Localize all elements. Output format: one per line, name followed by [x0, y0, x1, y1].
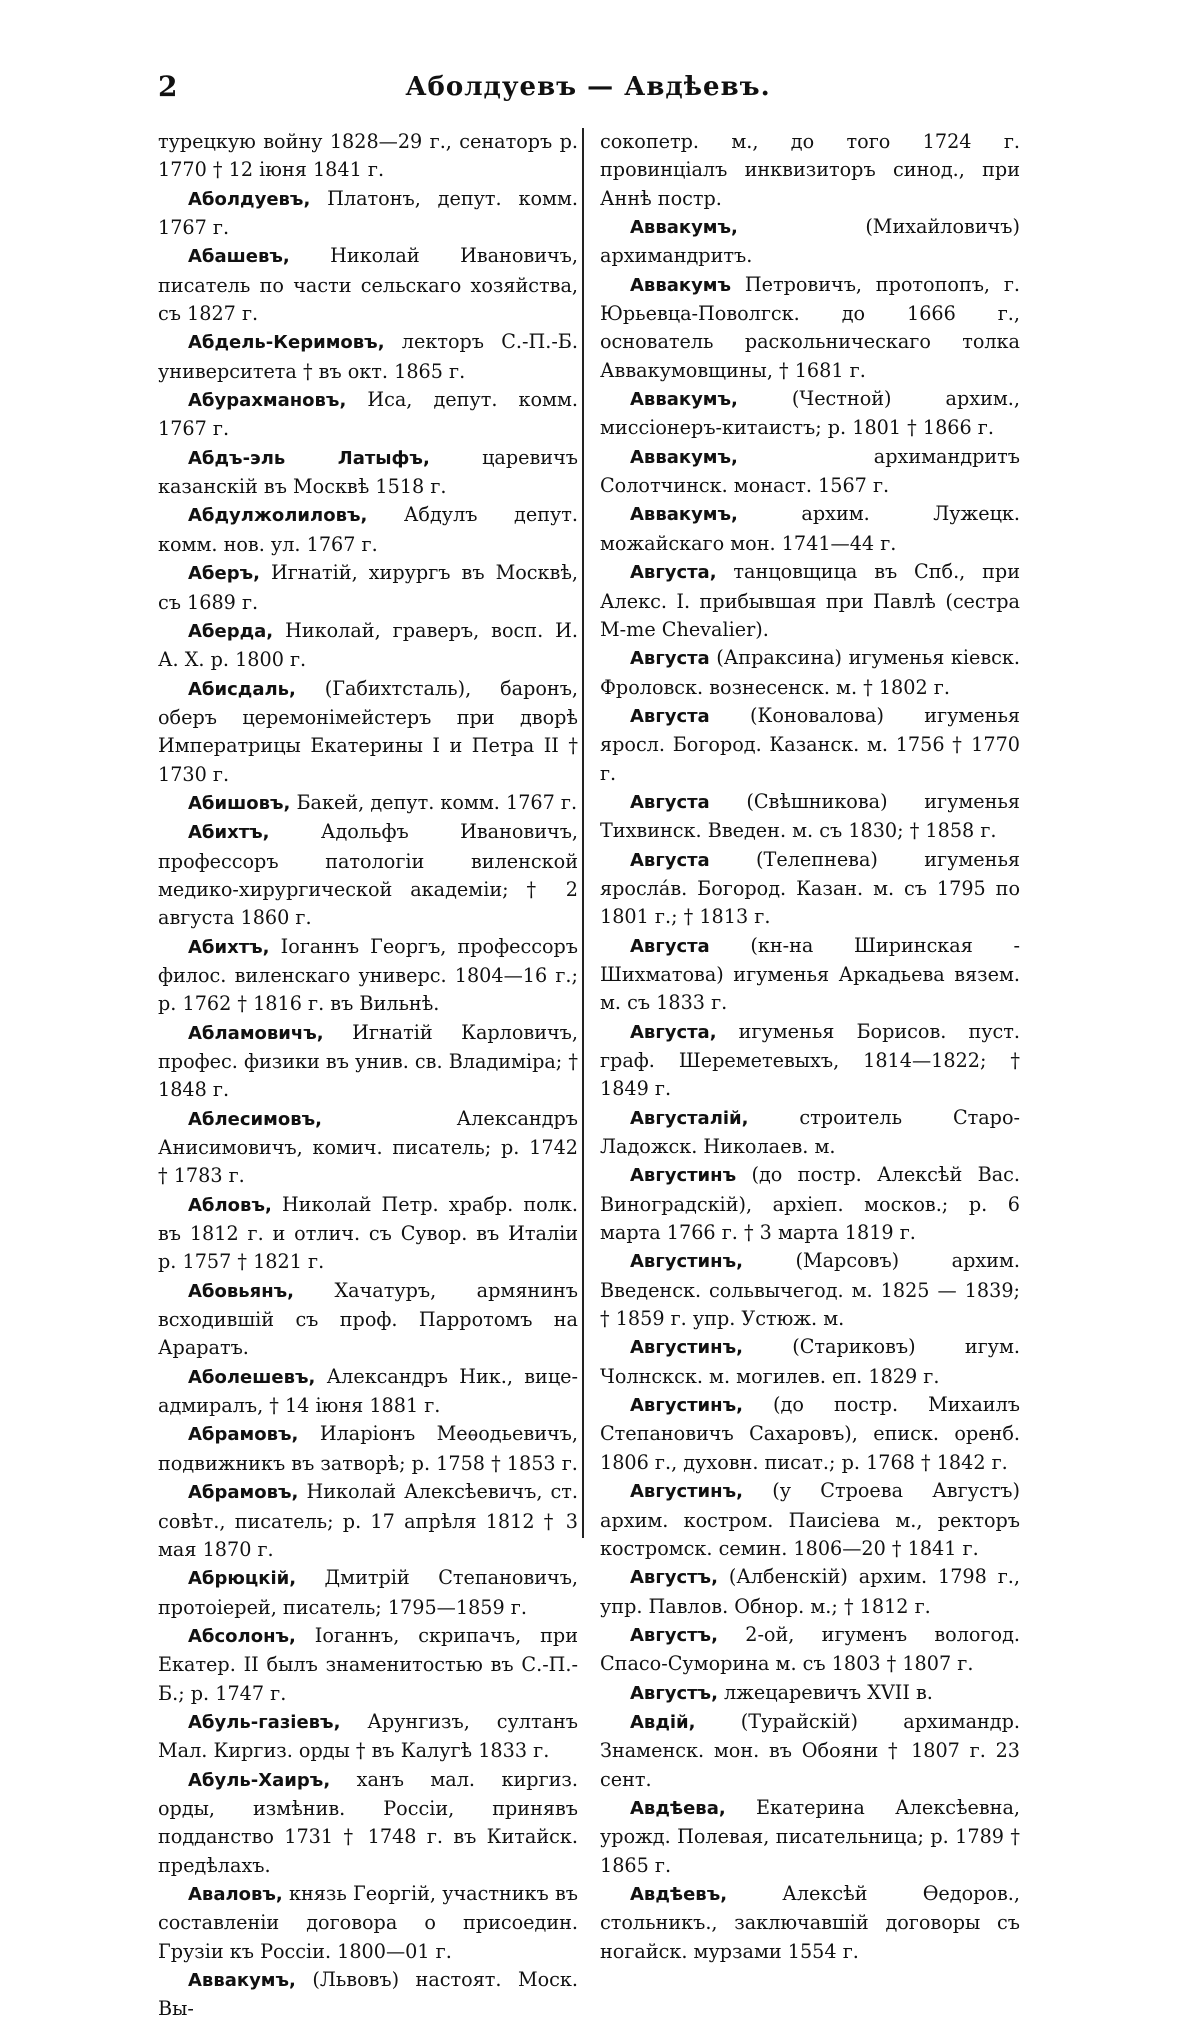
entry-text: (Михайловичъ) архимандритъ.: [600, 215, 1020, 268]
entry-headword: Августинъ: [630, 1165, 737, 1187]
dictionary-entry: [158, 328, 578, 386]
dictionary-entry: [600, 1477, 1020, 1563]
dictionary-entry: [158, 1622, 578, 1708]
entry-headword: Августа: [630, 705, 710, 727]
entry-text: Александръ Анисимовичъ, комич. писатель; р. 1742 † 1783 г.: [158, 1106, 578, 1188]
dictionary-entry: [158, 818, 578, 932]
dictionary-entry: [600, 1563, 1020, 1621]
dictionary-entry: [600, 1880, 1020, 1966]
dictionary-entry: [600, 1794, 1020, 1880]
dictionary-entry: [158, 1766, 578, 1880]
entry-text: (Албенскій) архим. 1798 г., упр. Павлов. Обнор. м.; † 1812 г.: [600, 1565, 1020, 1618]
entry-text: строитель Старо-Ладожск. Николаев. м.: [600, 1105, 1020, 1159]
entry-text: (Честной) архим., миссіонеръ-китаистъ; р. 1801 † 1866 г.: [600, 387, 1020, 440]
dictionary-entry: [600, 558, 1020, 644]
dictionary-entry: [158, 789, 578, 818]
entry-text: Петровичъ, протопопъ, г. Юрьевца-Поволгск. до 1666 г., основатель раскольническаго толка Аввакумовщины, † 1681 г.: [600, 272, 1020, 382]
dictionary-entry: [158, 128, 578, 185]
right-column: [600, 128, 1020, 1966]
running-head: Аболдуевъ — Авдѣевъ.: [405, 72, 771, 102]
dictionary-entry: [600, 1161, 1020, 1247]
column-divider: [582, 128, 584, 1538]
dictionary-entry: [600, 1621, 1020, 1679]
entry-headword: Абдъ-эль Латыфъ,: [188, 447, 430, 469]
dictionary-entry: [158, 242, 578, 328]
page-header: [158, 70, 1018, 110]
dictionary-entry: [600, 443, 1020, 501]
dictionary-entry: [158, 1564, 578, 1622]
dictionary-entry: [158, 617, 578, 675]
entry-headword: Августа: [630, 648, 710, 670]
entry-headword: Аввакумъ: [630, 274, 732, 296]
entry-text: Игнатій, хирургъ въ Москвѣ, съ 1689 г.: [158, 561, 578, 614]
entry-text: (Телепнева) игуменья яросла́в. Богород. Казан. м. съ 1795 по 1801 г.; † 1813 г.: [600, 847, 1020, 929]
dictionary-entry: [158, 501, 578, 559]
entry-text: Александръ Ник., вице-адмиралъ, † 14 іюня 1881 г.: [158, 1364, 578, 1418]
dictionary-entry: [158, 1019, 578, 1105]
entry-text: (Габихтсталь), баронъ, оберъ церемонімейстеръ при дворѣ Императрицы Екатерины I и Петра II † 1730 г.: [158, 676, 578, 786]
entry-text: Іоганнъ, скрипачъ, при Екатер. II былъ знаменитостью въ С.-П.-Б.; р. 1747 г.: [158, 1623, 578, 1705]
dictionary-entry: [600, 1018, 1020, 1104]
entry-headword: Августъ,: [630, 1624, 718, 1646]
entry-text: Алексѣй Ѳедоров., стольникъ., заключавшій договоры съ ногайск. мурзами 1554 г.: [600, 1881, 1020, 1963]
dictionary-entry: [600, 213, 1020, 271]
entry-text: царевичъ казанскій въ Москвѣ 1518 г.: [158, 445, 578, 499]
entry-text: архимандритъ Солотчинск. монаст. 1567 г.: [600, 444, 1020, 498]
entry-headword: Аболешевъ,: [188, 1366, 316, 1388]
dictionary-entry: [600, 846, 1020, 932]
entry-headword: Августинъ,: [630, 1481, 743, 1503]
entry-headword: Аввакумъ,: [630, 389, 738, 411]
dictionary-entry: [158, 1880, 578, 1966]
entry-headword: Абсолонъ,: [188, 1625, 296, 1647]
entry-text: Абдулъ депут. комм. нов. ул. 1767 г.: [158, 503, 578, 556]
entry-headword: Августинъ,: [630, 1251, 743, 1273]
entry-headword: Абихтъ,: [188, 936, 270, 958]
dictionary-entry: [158, 675, 578, 789]
entry-text: игуменья Борисов. пуст. граф. Шереметевыхъ, 1814—1822; † 1849 г.: [600, 1019, 1020, 1101]
entry-text: Адольфъ Ивановичъ, профессоръ патологіи виленской медико-хирургической академіи; † 2 августа 1860 г.: [158, 820, 578, 930]
dictionary-entry: [600, 500, 1020, 558]
entry-text: (Коновалова) игуменья яросл. Богород. Казанск. м. 1756 † 1770 г.: [600, 703, 1020, 785]
entry-text: (кн-на Ширинская - Шихматова) игуменья Аркадьева вязем. м. съ 1833 г.: [600, 933, 1020, 1015]
dictionary-entry: [600, 644, 1020, 702]
dictionary-entry: [600, 1247, 1020, 1333]
dictionary-entry: [158, 185, 578, 243]
entry-text: князь Георгій, участникъ въ составленіи договора о присоедин. Грузіи къ Россіи. 1800—01 г.: [158, 1881, 578, 1963]
entry-text: (до постр. Михаилъ Степановичъ Сахаровъ), еписк. оренб. 1806 г., духовн. писат.; р. 1768 † 1842 г.: [600, 1393, 1020, 1474]
entry-text: турецкую войну 1828—29 г., сенаторъ р. 1770 † 12 іюня 1841 г.: [158, 130, 578, 182]
entry-headword: Аболдуевъ,: [188, 188, 311, 210]
dictionary-entry: [600, 1104, 1020, 1162]
entry-headword: Абдель-Керимовъ,: [188, 332, 385, 354]
entry-text: Николай, граверъ, восп. И. А. Х. р. 1800 г.: [158, 618, 578, 672]
entry-text: (до постр. Алексѣй Вас. Виноградскій), архіеп. москов.; р. 6 марта 1766 г. † 3 марта 1819 г.: [600, 1163, 1020, 1245]
left-column: [158, 128, 578, 2024]
entry-text: лжецаревичъ XVII в.: [717, 1680, 933, 1704]
dictionary-entry: [600, 788, 1020, 846]
entry-headword: Августа: [630, 849, 710, 871]
entry-text: (у Строева Августъ) архим. костром. Паисіева м., ректоръ костромск. семин. 1806—20 † 1841 г.: [600, 1479, 1020, 1560]
dictionary-entry: [600, 1333, 1020, 1391]
dictionary-entry: [158, 1478, 578, 1564]
entry-headword: Августа: [630, 791, 710, 813]
entry-text: архим. Лужецк. можайскаго мон. 1741—44 г.: [600, 502, 1020, 555]
entry-headword: Августа: [630, 935, 710, 957]
page-number: 2: [158, 70, 178, 103]
entry-text: Николай Петр. храбр. полк. въ 1812 г. и отлич. съ Сувор. въ Италіи р. 1757 † 1821 г.: [158, 1192, 578, 1274]
entry-text: Арунгизъ, султанъ Мал. Киргиз. орды † въ Калугѣ 1833 г.: [158, 1709, 578, 1763]
dictionary-entry: [158, 1420, 578, 1478]
dictionary-entry: [158, 444, 578, 502]
dictionary-entry: [600, 932, 1020, 1018]
entry-headword: Абрамовъ,: [188, 1482, 299, 1504]
entry-headword: Аввакумъ,: [630, 217, 738, 239]
entry-headword: Августъ,: [630, 1682, 718, 1704]
entry-headword: Абдулжолиловъ,: [188, 505, 368, 527]
entry-headword: Абишовъ,: [188, 792, 291, 814]
dictionary-entry: [600, 271, 1020, 385]
dictionary-entry: [600, 128, 1020, 213]
entry-text: Бакей, депут. комм. 1767 г.: [290, 790, 578, 814]
entry-text: Игнатій Карловичъ, профес. физики въ унив. св. Владиміра; † 1848 г.: [158, 1020, 578, 1102]
entry-headword: Аблесимовъ,: [188, 1108, 323, 1130]
entry-headword: Аввакумъ,: [630, 504, 738, 526]
dictionary-entry: [158, 933, 578, 1019]
entry-text: Николай Алексѣевичъ, ст. совѣт., писатель; р. 17 апрѣля 1812 † 3 мая 1870 г.: [158, 1480, 578, 1561]
entry-headword: Абурахмановъ,: [188, 390, 347, 412]
dictionary-entry: [158, 1708, 578, 1766]
entry-text: танцовщица въ Спб., при Алекс. I. прибывшая при Павлѣ (сестра M-me Chevalier).: [600, 560, 1020, 641]
entry-text: Хачатуръ, армянинъ всходившій съ проф. Парротомъ на Араратъ.: [158, 1278, 578, 1360]
entry-headword: Абрюцкій,: [188, 1568, 297, 1590]
entry-headword: Августа,: [630, 562, 717, 584]
entry-headword: Абрамовъ,: [188, 1424, 299, 1446]
entry-headword: Авдѣевъ,: [630, 1883, 728, 1905]
dictionary-entry: [158, 1363, 578, 1421]
entry-text: Николай Ивановичъ, писатель по части сельскаго хозяйства, съ 1827 г.: [158, 244, 578, 326]
entry-text: (Апраксина) игуменья кіевск. Фроловск. вознесенск. м. † 1802 г.: [600, 646, 1020, 699]
entry-text: (Львовъ) настоят. Моск. Вы-: [158, 1968, 578, 2021]
entry-text: (Стариковъ) игум. Чолнскск. м. могилев. еп. 1829 г.: [600, 1335, 1020, 1388]
entry-headword: Абашевъ,: [188, 246, 290, 268]
entry-headword: Августинъ,: [630, 1337, 743, 1359]
dictionary-entry: [158, 1105, 578, 1191]
dictionary-entry: [600, 385, 1020, 443]
entry-headword: Абуль-Хаиръ,: [188, 1769, 331, 1791]
entry-text: (Свѣшникова) игуменья Тихвинск. Введен. м. съ 1830; † 1858 г.: [600, 789, 1020, 843]
dictionary-entry: [600, 1679, 1020, 1708]
entry-headword: Августъ,: [630, 1567, 718, 1589]
entry-headword: Аберда,: [188, 620, 274, 642]
entry-text: сокопетр. м., до того 1724 г. провинціалъ инквизиторъ синод., при Аннѣ постр.: [600, 130, 1020, 210]
entry-headword: Абловъ,: [188, 1194, 272, 1216]
dictionary-entry: [600, 702, 1020, 788]
entry-text: лекторъ С.-П.-Б. университета † въ окт. 1865 г.: [158, 330, 578, 383]
entry-headword: Аваловъ,: [188, 1883, 283, 1905]
dictionary-entry: [158, 559, 578, 617]
dictionary-entry: [600, 1391, 1020, 1477]
dictionary-entry: [158, 1191, 578, 1277]
dictionary-entry: [158, 1966, 578, 2024]
entry-headword: Августалій,: [630, 1107, 749, 1129]
entry-headword: Абламовичъ,: [188, 1022, 324, 1044]
entry-headword: Авдѣева,: [630, 1797, 726, 1819]
dictionary-entry: [158, 1277, 578, 1363]
entry-headword: Абисдаль,: [188, 678, 296, 700]
entry-text: ханъ мал. киргиз. орды, измѣнив. Россіи, принявъ подданство 1731 † 1748 г. въ Китайск. предѣлахъ.: [158, 1767, 578, 1877]
dictionary-entry: [600, 1708, 1020, 1794]
entry-headword: Аввакумъ,: [630, 446, 738, 468]
entry-headword: Абихтъ,: [188, 822, 270, 844]
entry-text: (Турайскій) архимандр. Знаменск. мон. въ Обояни † 1807 г. 23 сент.: [600, 1709, 1020, 1791]
entry-headword: Аввакумъ,: [188, 1970, 296, 1991]
entry-text: Дмитрій Степановичъ, протоіерей, писатель; 1795—1859 г.: [158, 1566, 578, 1619]
entry-headword: Абовьянъ,: [188, 1280, 294, 1302]
entry-headword: Августинъ,: [630, 1395, 743, 1417]
entry-text: 2-ой, игуменъ вологод. Спасо-Суморина м. съ 1803 † 1807 г.: [600, 1622, 1020, 1676]
entry-headword: Абуль-газіевъ,: [188, 1711, 341, 1733]
entry-headword: Авдій,: [630, 1711, 696, 1733]
entry-headword: Аберъ,: [188, 563, 260, 585]
entry-text: Иса, депут. комм. 1767 г.: [158, 388, 578, 441]
entry-headword: Августа,: [630, 1021, 717, 1043]
entry-text: Платонъ, депут. комм. 1767 г.: [158, 186, 578, 240]
entry-text: (Марсовъ) архим. Введенск. сольвычегод. м. 1825 — 1839; † 1859 г. упр. Устюж. м.: [600, 1249, 1020, 1331]
entry-text: Іоганнъ Георгъ, профессоръ филос. виленскаго универс. 1804—16 г.; р. 1762 † 1816 г. въ Вильнѣ.: [158, 934, 578, 1016]
entry-text: Екатерина Алексѣевна, урожд. Полевая, писательница; р. 1789 † 1865 г.: [600, 1795, 1020, 1877]
entry-text: Иларіонъ Меѳодьевичъ, подвижникъ въ затворѣ; р. 1758 † 1853 г.: [158, 1422, 578, 1475]
dictionary-entry: [158, 386, 578, 444]
